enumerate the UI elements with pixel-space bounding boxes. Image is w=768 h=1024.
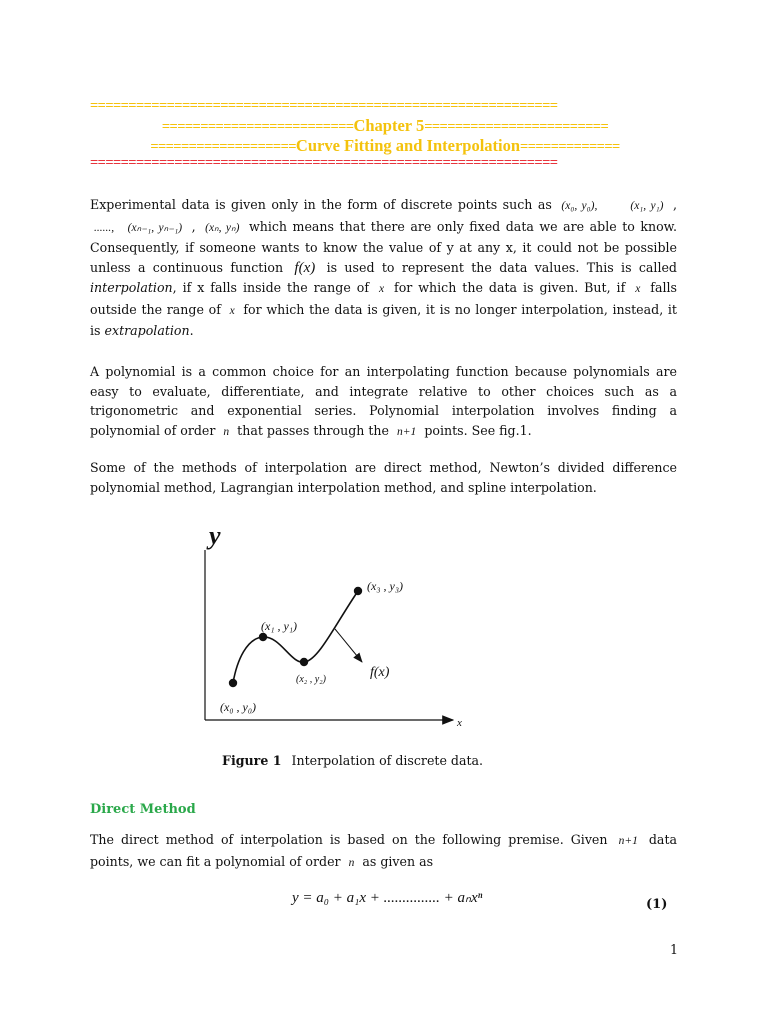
header-rule-top: ============================================================= xyxy=(90,98,558,114)
label-point-1: (x₁ , y₁) xyxy=(261,619,297,633)
y-axis-label: y xyxy=(209,521,221,550)
chapter-subtitle: Curve Fitting and Interpolation xyxy=(295,136,521,155)
point-xn-yn: (xₙ, yₙ) xyxy=(205,221,240,234)
chapter-title-line: =========================Chapter 5======================== xyxy=(161,116,609,135)
fx-pointer-arrow xyxy=(335,629,362,662)
point-xn1-yn1: (xₙ₋₁, yₙ₋₁) xyxy=(127,221,183,234)
ellipsis: ......, xyxy=(94,221,115,234)
data-point-1 xyxy=(259,633,267,641)
point-x1-y1: (x₁, y₁) xyxy=(630,200,664,212)
figure-caption-text: Interpolation of discrete data. xyxy=(291,753,484,768)
interpolating-curve xyxy=(233,591,358,683)
header-rule-bottom: ============================================================= xyxy=(90,155,558,171)
function-fx: f(x) xyxy=(294,259,316,276)
point-x0-y0: (x₀, y₀), xyxy=(561,200,598,212)
section-heading-direct-method: Direct Method xyxy=(90,802,196,817)
label-point-2: (x₂ , y₂) xyxy=(296,674,326,685)
figure-caption-label: Figure 1 xyxy=(222,753,282,768)
chapter-number: Chapter 5 xyxy=(353,116,425,135)
paragraph-polynomial: A polynomial is a common choice for an interpolating function because polynomials are easy to evaluate, differentiate, and integrate relative to other choices such as a trigonometric and exponential series. Polynomial interpolation involves finding a polynomial of order n that passes through the n+1 points. See fig.1. xyxy=(90,364,677,438)
paragraph-methods: Some of the methods of interpolation are direct method, Newton’s divided difference polynomial method, Lagrangian interpolation method, and spline interpolation. xyxy=(90,460,677,495)
equation-1: y = a₀ + a₁x + ............... + aₙxⁿ xyxy=(292,890,483,906)
paragraph-intro: Experimental data is given only in the form of discrete points such as (x₀, y₀), (x₁, y₁) , ......, (xₙ₋₁, yₙ₋₁) , (xₙ, yₙ) which means that there are only fixed data we are able to know. Consequently, if someone wants to know the value of y at any x, it could not be possible unless a continuous function f(x) is used to represent the data values. This is called interpolation, if x falls inside the range of x for which the data is given. But, if x falls outside the range of x for which the data is given, it is no longer interpolation, instead, it is extrapolation. xyxy=(90,197,677,338)
chapter-subtitle-line: ===================Curve Fitting and Interpolation============= xyxy=(150,136,620,155)
page-number: 1 xyxy=(670,942,679,957)
data-point-3 xyxy=(354,587,362,595)
data-point-2 xyxy=(300,658,308,666)
label-fx: f(x) xyxy=(370,665,390,680)
label-point-0: (x₀ , y₀) xyxy=(220,700,256,714)
data-point-0 xyxy=(229,679,237,687)
figure-caption xyxy=(222,753,483,768)
paragraph-direct-method: The direct method of interpolation is based on the following premise. Given n+1 data points, we can fit a polynomial of order n as given as xyxy=(90,832,678,869)
x-axis-label: x xyxy=(457,717,462,729)
interpolation-figure xyxy=(195,520,485,730)
label-point-3: (x₃ , y₃) xyxy=(367,579,403,593)
equation-number: (1) xyxy=(646,897,668,912)
